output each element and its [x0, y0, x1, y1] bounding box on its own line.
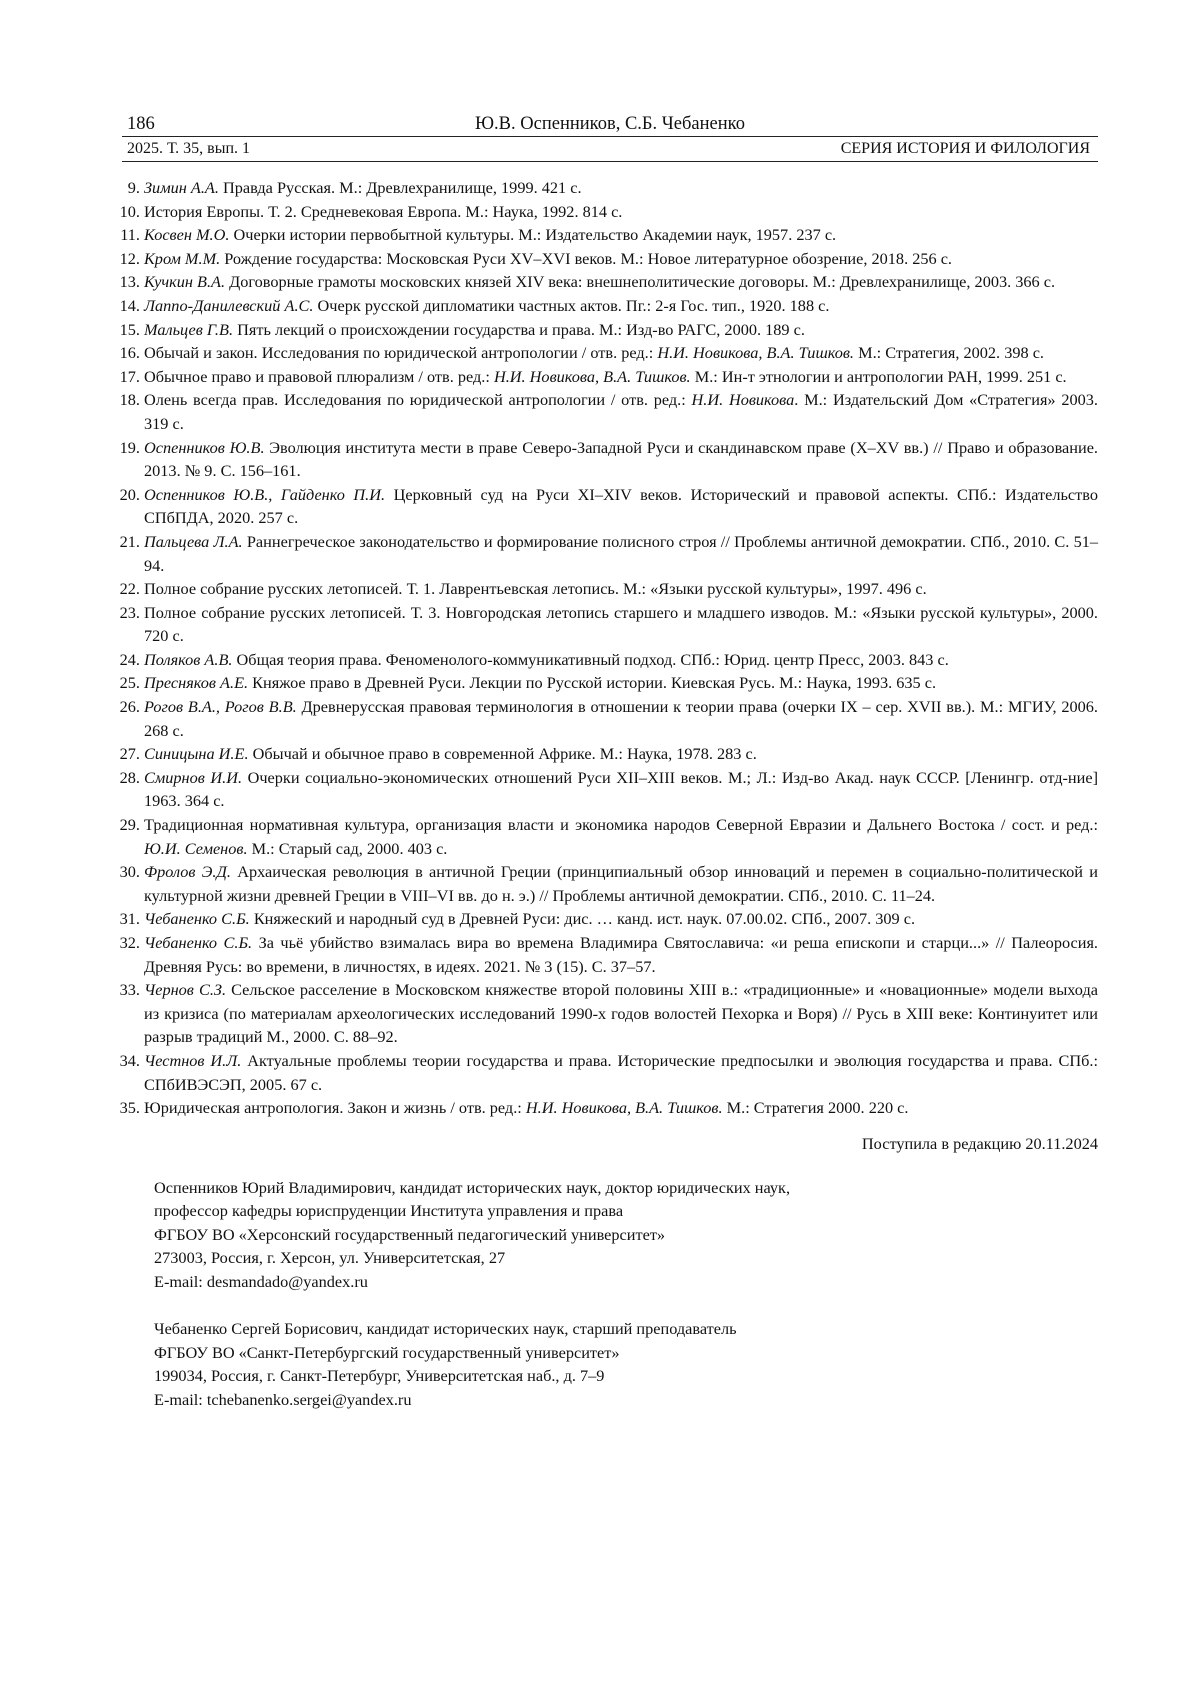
- reference-author: Кучкин В.А.: [144, 272, 225, 291]
- reference-number: 16.: [110, 341, 140, 365]
- reference-text: Рождение государства: Московская Руси XV–XVI веков. М.: Новое литературное обозрение, 2018. 256 с.: [220, 249, 952, 268]
- reference-author: Чебаненко С.Б.: [144, 909, 250, 928]
- author-2-email: E-mail: tchebanenko.sergei@yandex.ru: [154, 1388, 1098, 1412]
- reference-text: Обычай и обычное право в современной Африке. М.: Наука, 1978. 283 с.: [249, 744, 757, 763]
- reference-item: [122, 200, 1098, 224]
- reference-text: Церковный суд на Руси XI–XIV веков. Исторический и правовой аспекты. СПб.: Издательство СПбПДА, 2020. 257 с.: [144, 485, 1098, 528]
- reference-item: [122, 247, 1098, 271]
- reference-number: 17.: [110, 365, 140, 389]
- reference-author: Мальцев Г.В.: [144, 320, 233, 339]
- reference-number: 22.: [110, 577, 140, 601]
- reference-number: 11.: [110, 223, 140, 247]
- journal-volume: 2025. Т. 35, вып. 1: [127, 140, 250, 158]
- author-1-address: 273003, Россия, г. Херсон, ул. Университетская, 27: [154, 1246, 1098, 1270]
- author-info-1: [154, 1176, 1098, 1294]
- reference-number: 35.: [110, 1096, 140, 1120]
- author-1-position: профессор кафедры юриспруденции Института управления и права: [154, 1199, 1098, 1223]
- reference-text: Очерк русской дипломатики частных актов. Пг.: 2-я Гос. тип., 1920. 188 с.: [313, 296, 829, 315]
- reference-text: Древнерусская правовая терминология в отношении к теории права (очерки IX – сер. XVII вв.). М.: МГИУ, 2006. 268 с.: [144, 697, 1098, 740]
- author-2-address: 199034, Россия, г. Санкт-Петербург, Университетская наб., д. 7–9: [154, 1364, 1098, 1388]
- reference-author: Косвен М.О.: [144, 225, 229, 244]
- reference-item: [122, 813, 1098, 860]
- reference-text: История Европы. Т. 2. Средневековая Европа. М.: Наука, 1992. 814 с.: [144, 202, 622, 221]
- reference-item: [122, 978, 1098, 1049]
- reference-author: Смирнов И.И.: [144, 768, 242, 787]
- reference-number: 21.: [110, 530, 140, 554]
- journal-series: СЕРИЯ ИСТОРИЯ И ФИЛОЛОГИЯ: [841, 140, 1090, 158]
- reference-number: 20.: [110, 483, 140, 507]
- reference-text-tail: М.: Старый сад, 2000. 403 с.: [248, 839, 448, 858]
- reference-number: 25.: [110, 671, 140, 695]
- reference-text: Актуальные проблемы теории государства и права. Исторические предпосылки и эволюция государства и права. СПб.: СПбИВЭСЭП, 2005. 67 с.: [144, 1051, 1098, 1094]
- author-1-name-degrees: Оспенников Юрий Владимирович, кандидат исторических наук, доктор юридических наук,: [154, 1176, 1098, 1200]
- reference-editors: Н.И. Новикова, В.А. Тишков.: [494, 367, 691, 386]
- reference-number: 31.: [110, 907, 140, 931]
- journal-page: [122, 112, 1098, 1411]
- reference-author: Честнов И.Л.: [144, 1051, 241, 1070]
- reference-editors: Н.И. Новикова: [692, 390, 795, 409]
- reference-item: [122, 223, 1098, 247]
- reference-number: 34.: [110, 1049, 140, 1073]
- reference-author: Синицына И.Е.: [144, 744, 249, 763]
- reference-number: 24.: [110, 648, 140, 672]
- reference-text: Правда Русская. М.: Древлехранилище, 1999. 421 с.: [219, 178, 582, 197]
- author-1-email: E-mail: desmandado@yandex.ru: [154, 1270, 1098, 1294]
- author-2-name-degrees: Чебаненко Сергей Борисович, кандидат исторических наук, старший преподаватель: [154, 1317, 1098, 1341]
- running-header: [122, 112, 1098, 137]
- reference-item: [122, 365, 1098, 389]
- journal-info-bar: [122, 137, 1098, 162]
- reference-text: Общая теория права. Феноменолого-коммуникативный подход. СПб.: Юрид. центр Пресс, 2003. 843 с.: [232, 650, 948, 669]
- reference-text: Архаическая революция в античной Греции (принципиальный обзор инноваций и перемен в социально-политической и культурной жизни древней Греции в VIII–VI вв. до н. э.) // Проблемы античной демократии. СПб., 2010. С. 11–24.: [144, 862, 1098, 905]
- reference-item: [122, 436, 1098, 483]
- reference-text: Обычное право и правовой плюрализм / отв. ред.:: [144, 367, 494, 386]
- reference-number: 13.: [110, 270, 140, 294]
- reference-text: За чьё убийство взималась вира во времена Владимира Святославича: «и реша епископи и старци...» // Палеоросия. Древняя Русь: во времени, в личностях, в идеях. 2021. № 3 (15). С. 37–57.: [144, 933, 1098, 976]
- reference-item: [122, 907, 1098, 931]
- reference-author: Лаппо-Данилевский А.С.: [144, 296, 313, 315]
- reference-text: Договорные грамоты московских князей XIV века: внешнеполитические договоры. М.: Древлехранилище, 2003. 366 с.: [225, 272, 1055, 291]
- reference-text: Сельское расселение в Московском княжестве второй половины XIII в.: «традиционные» и «новационные» модели выхода из кризиса (по материалам археологических исследований 1990-х годов волостей Пехорка и Воря) // Русь в XIII веке: Континуитет или разрыв традиций М., 2000. С. 88–92.: [144, 980, 1098, 1046]
- reference-item: [122, 1049, 1098, 1096]
- reference-item: [122, 530, 1098, 577]
- header-authors: Ю.В. Оспенников, С.Б. Чебаненко: [122, 114, 1098, 135]
- reference-text: Традиционная нормативная культура, организация власти и экономика народов Северной Евразии и Дальнего Востока / сост. и ред.:: [144, 815, 1098, 834]
- page-number: 186: [127, 114, 155, 135]
- reference-text: Очерки социально-экономических отношений Руси XII–XIII веков. М.; Л.: Изд-во Акад. наук СССР. [Ленингр. отд-ние] 1963. 364 с.: [144, 768, 1098, 811]
- reference-number: 9.: [110, 176, 140, 200]
- reference-author: Фролов Э.Д.: [144, 862, 231, 881]
- reference-number: 30.: [110, 860, 140, 884]
- reference-author: Кром М.М.: [144, 249, 220, 268]
- author-1-affiliation: ФГБОУ ВО «Херсонский государственный педагогический университет»: [154, 1223, 1098, 1247]
- reference-text: Олень всегда прав. Исследования по юридической антропологии / отв. ред.:: [144, 390, 692, 409]
- reference-item: [122, 648, 1098, 672]
- reference-number: 14.: [110, 294, 140, 318]
- reference-text: Пять лекций о происхождении государства и права. М.: Изд-во РАГС, 2000. 189 с.: [233, 320, 805, 339]
- reference-text: Обычай и закон. Исследования по юридической антропологии / отв. ред.:: [144, 343, 657, 362]
- reference-text: Очерки истории первобытной культуры. М.: Издательство Академии наук, 1957. 237 с.: [229, 225, 836, 244]
- reference-text: Княжое право в Древней Руси. Лекции по Русской истории. Киевская Русь. М.: Наука, 1993. 635 с.: [248, 673, 936, 692]
- reference-text-tail: М.: Стратегия 2000. 220 с.: [723, 1098, 909, 1117]
- reference-author: Пресняков А.Е.: [144, 673, 248, 692]
- reference-author: Оспенников Ю.В., Гайденко П.И.: [144, 485, 385, 504]
- reference-text-tail: М.: Стратегия, 2002. 398 с.: [854, 343, 1044, 362]
- reference-item: [122, 483, 1098, 530]
- reference-number: 19.: [110, 436, 140, 460]
- reference-number: 15.: [110, 318, 140, 342]
- reference-author: Пальцева Л.А.: [144, 532, 243, 551]
- reference-text-tail: . М.: Издательский Дом «Стратегия» 2003. 319 с.: [144, 390, 1098, 433]
- reference-item: [122, 294, 1098, 318]
- reference-item: [122, 601, 1098, 648]
- reference-text: Юридическая антропология. Закон и жизнь / отв. ред.:: [144, 1098, 526, 1117]
- reference-number: 29.: [110, 813, 140, 837]
- author-info-2: [154, 1317, 1098, 1411]
- reference-editors: Н.И. Новикова, В.А. Тишков.: [526, 1098, 723, 1117]
- reference-number: 33.: [110, 978, 140, 1002]
- reference-number: 32.: [110, 931, 140, 955]
- reference-item: [122, 742, 1098, 766]
- reference-author: Оспенников Ю.В.: [144, 438, 265, 457]
- reference-item: [122, 695, 1098, 742]
- reference-item: [122, 931, 1098, 978]
- reference-text-tail: М.: Ин-т этнологии и антропологии РАН, 1999. 251 с.: [691, 367, 1067, 386]
- reference-text: Полное собрание русских летописей. Т. 3. Новгородская летопись старшего и младшего изводов. М.: «Языки русской культуры», 2000. 720 с.: [144, 603, 1098, 646]
- reference-editors: Ю.И. Семенов.: [144, 839, 248, 858]
- reference-author: Чебаненко С.Б.: [144, 933, 252, 952]
- reference-item: [122, 176, 1098, 200]
- reference-item: [122, 1096, 1098, 1120]
- reference-item: [122, 671, 1098, 695]
- reference-item: [122, 341, 1098, 365]
- reference-number: 23.: [110, 601, 140, 625]
- reference-text: Раннегреческое законодательство и формирование полисного строя // Проблемы античной демократии. СПб., 2010. С. 51–94.: [144, 532, 1098, 575]
- reference-author: Зимин А.А.: [144, 178, 219, 197]
- reference-item: [122, 270, 1098, 294]
- reference-author: Чернов С.З.: [144, 980, 226, 999]
- reference-item: [122, 766, 1098, 813]
- reference-item: [122, 860, 1098, 907]
- reference-author: Поляков А.В.: [144, 650, 232, 669]
- reference-item: [122, 577, 1098, 601]
- author-2-affiliation: ФГБОУ ВО «Санкт-Петербургский государственный университет»: [154, 1341, 1098, 1365]
- reference-editors: Н.И. Новикова, В.А. Тишков.: [657, 343, 854, 362]
- reference-number: 12.: [110, 247, 140, 271]
- reference-item: [122, 318, 1098, 342]
- reference-number: 18.: [110, 388, 140, 412]
- reference-author: Рогов В.А., Рогов В.В.: [144, 697, 297, 716]
- reference-text: Полное собрание русских летописей. Т. 1. Лаврентьевская летопись. М.: «Языки русской культуры», 1997. 496 с.: [144, 579, 927, 598]
- reference-number: 10.: [110, 200, 140, 224]
- reference-number: 27.: [110, 742, 140, 766]
- reference-item: [122, 388, 1098, 435]
- reference-number: 26.: [110, 695, 140, 719]
- reference-text: Княжеский и народный суд в Древней Руси: дис. … канд. ист. наук. 07.00.02. СПб., 2007. 309 с.: [250, 909, 915, 928]
- reference-number: 28.: [110, 766, 140, 790]
- received-date: Поступила в редакцию 20.11.2024: [122, 1134, 1098, 1154]
- reference-text: Эволюция института мести в праве Северо-Западной Руси и скандинавском праве (X–XV вв.) // Право и образование. 2013. № 9. С. 156–161.: [144, 438, 1098, 481]
- reference-list: [122, 176, 1098, 1120]
